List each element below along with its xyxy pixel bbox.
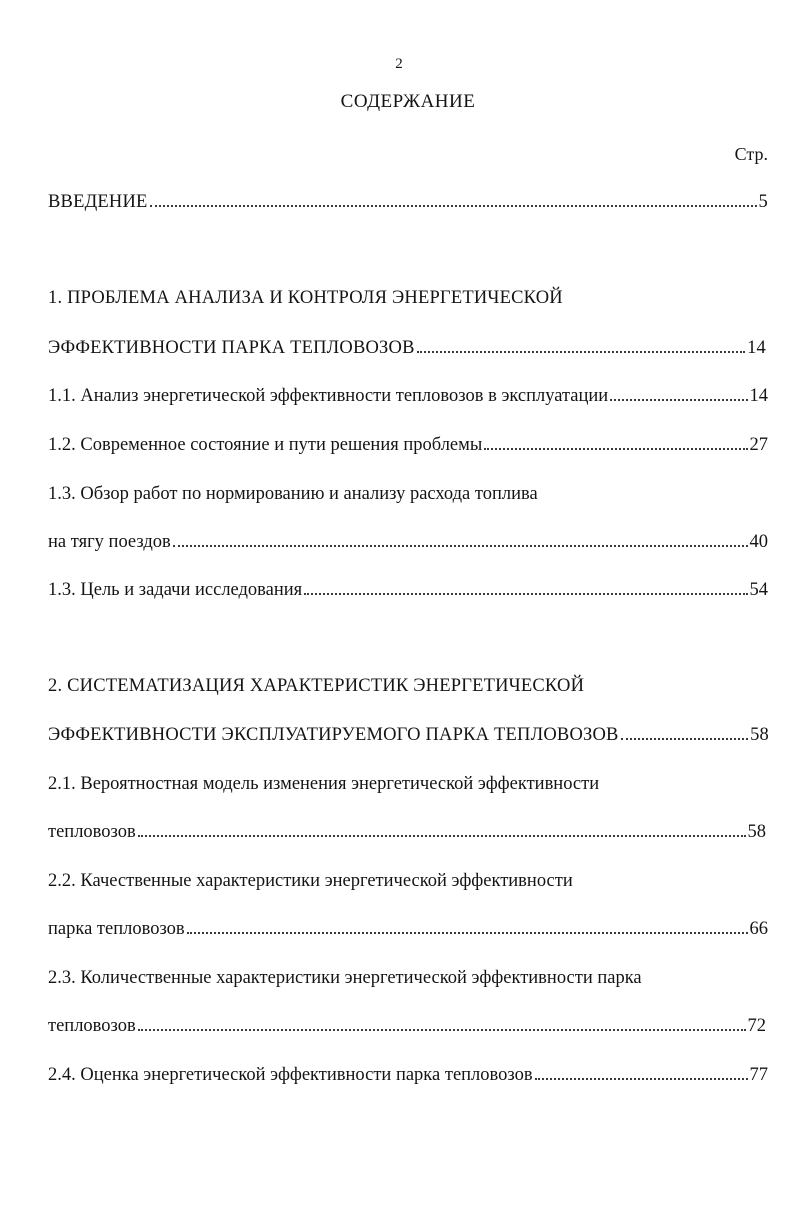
- dot-leader: [150, 204, 757, 207]
- toc-entry-section-1-1: [48, 384, 768, 408]
- toc-entry-text: 2.4. Оценка энергетической эффективности парка тепловозов: [48, 1065, 533, 1085]
- toc-entry-section-2-4: [48, 1063, 768, 1087]
- toc-entry-chapter-1: [48, 336, 766, 360]
- toc-entry-introduction: [48, 190, 768, 214]
- toc-entry-page: 14: [747, 338, 766, 358]
- dot-leader: [173, 544, 748, 547]
- toc-entry-section-2-2: [48, 917, 768, 941]
- dot-leader: [304, 592, 747, 595]
- toc-entry-text: ВВЕДЕНИЕ: [48, 192, 148, 212]
- toc-entry-section-2-1: [48, 820, 766, 844]
- dot-leader: [484, 447, 747, 450]
- toc-entry-text: на тягу поездов: [48, 532, 171, 552]
- dot-leader: [610, 398, 747, 401]
- dot-leader: [535, 1077, 748, 1080]
- toc-entry-page: 66: [749, 919, 768, 939]
- toc-entry-text: парка тепловозов: [48, 919, 185, 939]
- toc-entry-page: 14: [749, 386, 768, 406]
- toc-entry-section-1-3: [48, 530, 768, 554]
- toc-entry-section-1-3-line-1: 1.3. Обзор работ по нормированию и анализу расхода топлива: [48, 484, 538, 504]
- toc-entry-page: 58: [750, 725, 769, 745]
- dot-leader: [138, 834, 746, 837]
- toc-entry-page: 77: [749, 1065, 768, 1085]
- toc-entry-chapter-2-line-1: 2. СИСТЕМАТИЗАЦИЯ ХАРАКТЕРИСТИК ЭНЕРГЕТИЧЕСКОЙ: [48, 676, 585, 696]
- toc-entry-section-2-3-line-1: 2.3. Количественные характеристики энергетической эффективности парка: [48, 968, 642, 988]
- toc-entry-text: тепловозов: [48, 822, 136, 842]
- toc-entry-page: 58: [747, 822, 766, 842]
- toc-entry-page: 54: [749, 580, 768, 600]
- toc-entry-text: 1.2. Современное состояние и пути решения проблемы: [48, 435, 483, 455]
- dot-leader: [621, 737, 749, 740]
- toc-entry-section-2-2-line-1: 2.2. Качественные характеристики энергетической эффективности: [48, 871, 573, 891]
- toc-entry-chapter-2: [48, 723, 769, 747]
- toc-entry-section-1-2: [48, 433, 768, 457]
- page-column-label: Стр.: [734, 144, 768, 164]
- toc-entry-text: 1.1. Анализ энергетической эффективности тепловозов в эксплуатации: [48, 386, 609, 406]
- toc-entry-section-2-3: [48, 1014, 766, 1038]
- toc-entry-text: тепловозов: [48, 1016, 136, 1036]
- toc-entry-page: 27: [749, 435, 768, 455]
- toc-entry-section-2-1-line-1: 2.1. Вероятностная модель изменения энергетической эффективности: [48, 774, 600, 794]
- toc-entry-section-1-3-goals: [48, 578, 768, 602]
- toc-entry-text: ЭФФЕКТИВНОСТИ ПАРКА ТЕПЛОВОЗОВ: [48, 338, 415, 358]
- toc-entry-page: 40: [749, 532, 768, 552]
- dot-leader: [417, 350, 745, 353]
- page-number: 2: [395, 56, 403, 72]
- toc-entry-text: ЭФФЕКТИВНОСТИ ЭКСПЛУАТИРУЕМОГО ПАРКА ТЕПЛОВОЗОВ: [48, 725, 619, 745]
- toc-entry-text: 1.3. Цель и задачи исследования: [48, 580, 303, 600]
- dot-leader: [187, 931, 748, 934]
- toc-entry-chapter-1-line-1: 1. ПРОБЛЕМА АНАЛИЗА И КОНТРОЛЯ ЭНЕРГЕТИЧЕСКОЙ: [48, 288, 563, 308]
- toc-entry-page: 72: [747, 1016, 766, 1036]
- toc-entry-page: 5: [758, 192, 768, 212]
- page-title: СОДЕРЖАНИЕ: [340, 91, 476, 112]
- dot-leader: [138, 1028, 746, 1031]
